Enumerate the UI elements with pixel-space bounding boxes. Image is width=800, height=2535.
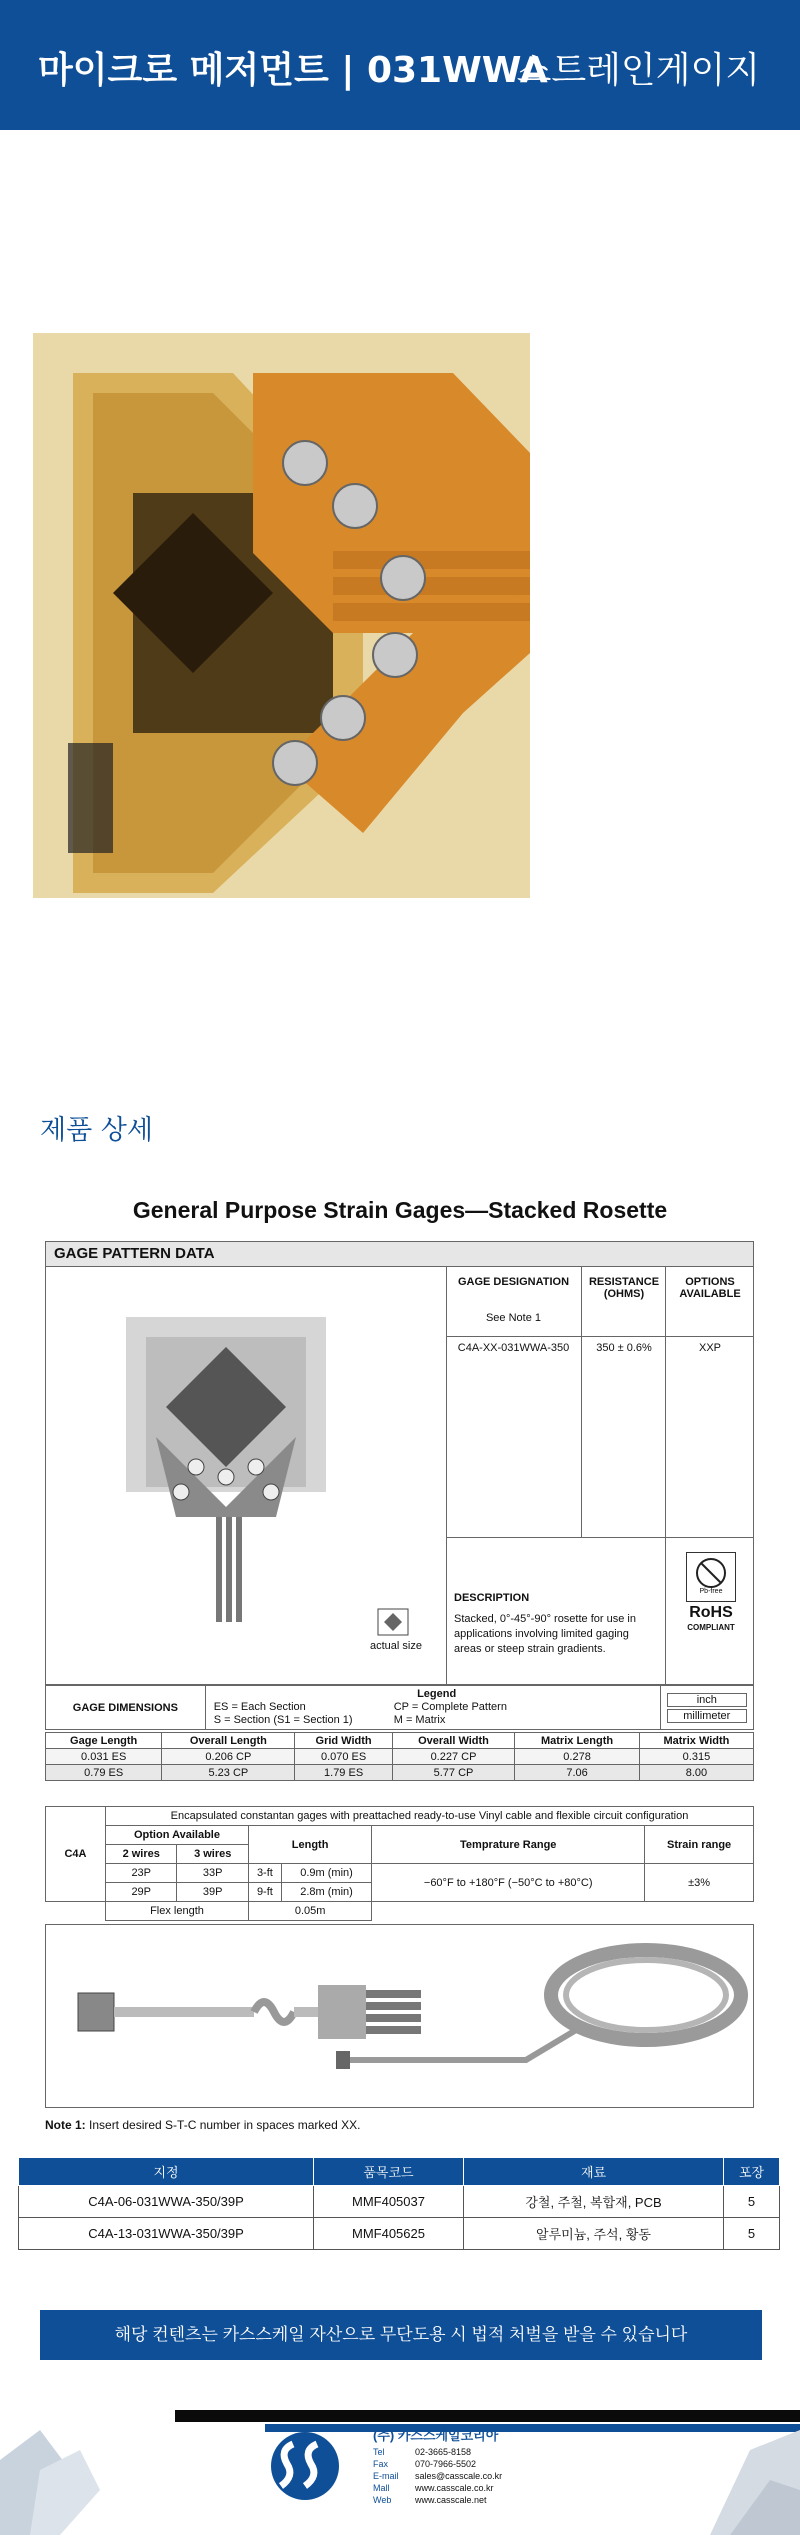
pb-free-label: Pb-free — [699, 1588, 723, 1595]
compliant-label: COMPLIANT — [687, 1623, 735, 1632]
prod-cell: C4A-06-031WWA-350/39P — [19, 2186, 314, 2218]
gage-pattern-drawing — [126, 1317, 356, 1627]
prod-header-material: 재료 — [464, 2158, 724, 2186]
footer-decoration-right — [690, 2430, 800, 2535]
gage-dimensions-label: GAGE DIMENSIONS — [46, 1686, 206, 1730]
contact-label: Tel — [373, 2447, 385, 2457]
three-wires: 3 wires — [177, 1845, 249, 1864]
table-row — [19, 2218, 780, 2250]
gage-dimensions-values — [45, 1732, 754, 1781]
product-photo — [33, 333, 530, 898]
prod-header-code: 품목코드 — [314, 2158, 464, 2186]
dim-cell: 7.06 — [515, 1765, 640, 1781]
dim-header: Matrix Length — [515, 1733, 640, 1749]
resistance-header: RESISTANCE (OHMS) — [588, 1276, 660, 1300]
strain-gage-photo — [33, 333, 530, 898]
dim-cell: 0.031 ES — [46, 1749, 162, 1765]
dim-header: Grid Width — [295, 1733, 392, 1749]
rohs-label: RoHS — [689, 1604, 733, 1621]
contact-email[interactable]: sales@casscale.co.kr — [415, 2471, 503, 2481]
contact-label: E-mail — [373, 2471, 399, 2481]
cable-images-box — [45, 1924, 754, 2108]
section-title: 제품 상세 — [40, 1115, 153, 1146]
cable-illustration — [46, 1925, 755, 2109]
note-1 — [45, 2118, 360, 2132]
copyright-banner: 해당 컨텐츠는 카스스케일 자산으로 무단도용 시 법적 처벌을 받을 수 있습니다 — [40, 2310, 762, 2360]
dim-cell: 0.315 — [639, 1749, 753, 1765]
dim-header: Gage Length — [46, 1733, 162, 1749]
contact-label: Web — [373, 2495, 392, 2505]
prod-cell: 5 — [724, 2218, 780, 2250]
actual-size-icon — [376, 1607, 410, 1637]
length-cell: 0.9m (min) — [281, 1864, 371, 1883]
company-logo-icon — [265, 2426, 345, 2506]
unit-mm: millimeter — [667, 1709, 747, 1723]
legend-title: Legend — [417, 1688, 457, 1700]
see-note: See Note 1 — [485, 1312, 542, 1324]
option-cell: 33P — [177, 1864, 249, 1883]
legend-m: M = Matrix — [393, 1714, 446, 1726]
length-cell: 9-ft — [248, 1883, 281, 1902]
prod-cell: MMF405037 — [314, 2186, 464, 2218]
contact-label: Mall — [373, 2483, 390, 2493]
header-title: 마이크로 메저먼트 | 031WWA — [38, 50, 548, 91]
legend-cp: CP = Complete Pattern — [393, 1701, 507, 1713]
resistance-value: 350 ± 0.6% — [596, 1342, 652, 1354]
dim-cell: 5.77 CP — [392, 1765, 514, 1781]
dim-cell: 0.070 ES — [295, 1749, 392, 1765]
prod-cell: 5 — [724, 2186, 780, 2218]
length-cell: 2.8m (min) — [281, 1883, 371, 1902]
contact-mall[interactable]: www.casscale.co.kr — [415, 2483, 494, 2493]
c4a-options-table — [45, 1806, 754, 1921]
note-text: Insert desired S-T-C number in spaces marked XX. — [85, 2118, 361, 2132]
datasheet-title: General Purpose Strain Gages—Stacked Rosette — [132, 1197, 668, 1223]
dim-cell: 5.23 CP — [162, 1765, 295, 1781]
gage-designation-header: GAGE DESIGNATION — [457, 1276, 570, 1288]
c4a-label: C4A — [46, 1807, 106, 1902]
strain-value: ±3% — [645, 1864, 754, 1902]
prod-header-designation: 지정 — [19, 2158, 314, 2186]
legend-s: S = Section (S1 = Section 1) — [213, 1714, 353, 1726]
temp-header: Temprature Range — [372, 1826, 645, 1864]
contact-label: Fax — [373, 2459, 389, 2469]
dim-cell: 8.00 — [639, 1765, 753, 1781]
company-name: (주) 카스스케일코리아 — [373, 2428, 499, 2443]
note-label: Note 1: — [45, 2118, 86, 2132]
contact-info — [373, 2446, 502, 2506]
actual-size-label: actual size — [370, 1640, 422, 1652]
length-header: Length — [248, 1826, 371, 1864]
prod-cell: C4A-13-031WWA-350/39P — [19, 2218, 314, 2250]
flex-length-value: 0.05m — [248, 1902, 371, 1921]
contact-web[interactable]: www.casscale.net — [415, 2495, 487, 2505]
options-header: OPTIONS AVAILABLE — [679, 1276, 741, 1300]
flex-length-label: Flex length — [106, 1902, 249, 1921]
c4a-caption: Encapsulated constantan gages with preattached ready-to-use Vinyl cable and flexible circuit configuration — [106, 1807, 754, 1826]
dim-cell: 0.206 CP — [162, 1749, 295, 1765]
length-cell: 3-ft — [248, 1864, 281, 1883]
legend-cell — [205, 1686, 660, 1730]
gage-dimensions-table — [45, 1685, 754, 1730]
description-text: Stacked, 0°-45°-90° rosette for use in applications involving limited gaging areas or steep strain gradients. — [454, 1613, 636, 1655]
dim-cell: 1.79 ES — [295, 1765, 392, 1781]
prod-cell: MMF405625 — [314, 2218, 464, 2250]
footer-bar — [175, 2410, 800, 2422]
prod-cell: 알루미늄, 주석, 황동 — [464, 2218, 724, 2250]
option-cell: 39P — [177, 1883, 249, 1902]
option-cell: 29P — [106, 1883, 177, 1902]
option-cell: 23P — [106, 1864, 177, 1883]
table-row — [19, 2186, 780, 2218]
temp-value: −60°F to +180°F (−50°C to +80°C) — [372, 1864, 645, 1902]
gage-pattern-data-box — [45, 1241, 754, 1685]
legend-es: ES = Each Section — [213, 1701, 306, 1713]
designation-value: C4A-XX-031WWA-350 — [457, 1342, 570, 1354]
header-category: 스트레인게이지 — [516, 50, 760, 91]
dim-cell: 0.79 ES — [46, 1765, 162, 1781]
page-header — [0, 0, 800, 130]
unit-cell — [660, 1686, 753, 1730]
prod-cell: 강철, 주철, 복합재, PCB — [464, 2186, 724, 2218]
dim-header: Overall Width — [392, 1733, 514, 1749]
description-label: DESCRIPTION — [454, 1592, 530, 1604]
contact-fax: 070-7966-5502 — [415, 2459, 477, 2469]
product-table — [18, 2157, 780, 2250]
footer-decoration-left — [0, 2430, 110, 2535]
option-available: Option Available — [106, 1826, 249, 1845]
options-value: XXP — [698, 1342, 721, 1354]
two-wires: 2 wires — [106, 1845, 177, 1864]
strain-header: Strain range — [645, 1826, 754, 1864]
dim-cell: 0.227 CP — [392, 1749, 514, 1765]
gage-pattern-header: GAGE PATTERN DATA — [46, 1242, 753, 1267]
dim-header: Matrix Width — [639, 1733, 753, 1749]
prod-header-pack: 포장 — [724, 2158, 780, 2186]
dim-cell: 0.278 — [515, 1749, 640, 1765]
contact-tel: 02-3665-8158 — [415, 2447, 472, 2457]
dim-header: Overall Length — [162, 1733, 295, 1749]
unit-inch: inch — [667, 1693, 747, 1707]
